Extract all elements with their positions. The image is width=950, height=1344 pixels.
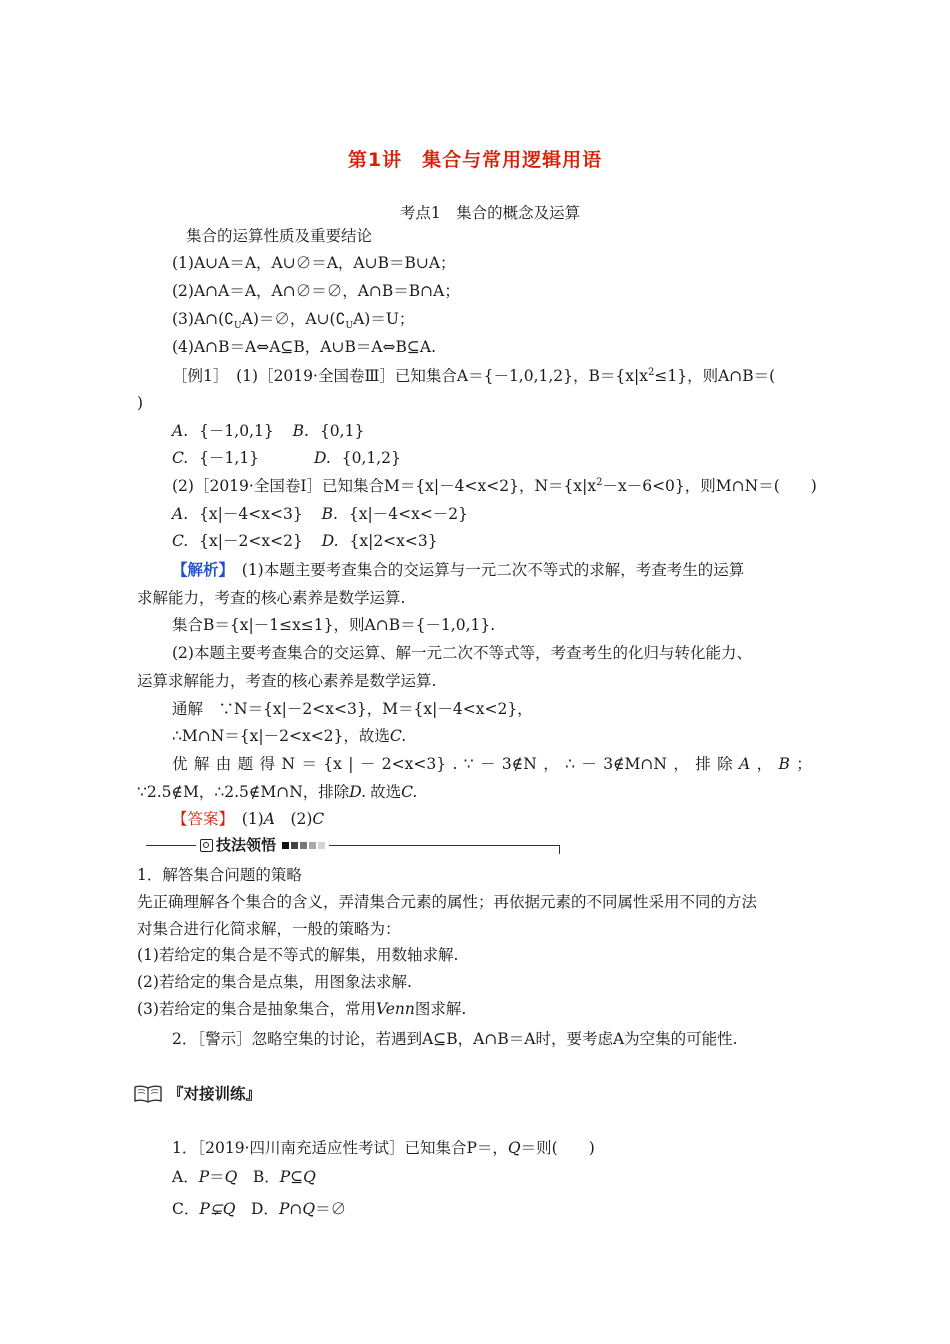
text-line: (2)若给定的集合是点集，用图象法求解.: [137, 973, 412, 991]
text-line: (1)A∪A＝A，A∪∅＝A，A∪B＝B∪A；: [172, 254, 456, 272]
text-line: ∴M∩N＝{x|－2<x<2}，故选C.: [172, 727, 407, 745]
justified-line: 优 解 由 题 得 N ＝ {x | － 2<x<3} . ∵ － 3∉N ， ∴ － 3∉M∩N ， 排 除 A ， B ；: [172, 755, 812, 773]
text-line: (3)若给定的集合是抽象集合，常用Venn图求解.: [137, 1000, 467, 1018]
exercise-question: 1．［2019·四川南充适应性考试］已知集合P＝，Q＝则( ): [172, 1139, 595, 1157]
example-1-question-2: (2)［2019·全国卷Ⅰ］已知集合M＝{x|－4<x<2}，$N=\{x|x^2-x-6<0\}$，则M∩N＝( ): [172, 476, 817, 495]
analysis-line: 【解析】 (1)本题主要考查集合的交运算与一元二次不等式的求解，考查考生的运算: [172, 561, 745, 579]
choice-row: C. {x|－2<x<2} D. {x|2<x<3}: [172, 532, 438, 550]
text-line: 对集合进行化简求解，一般的策略为：: [137, 920, 401, 938]
open-book-icon: [133, 1083, 163, 1105]
text-line: 2．［警示］忽略空集的讨论，若遇到A⊆B，A∩B＝A时，要考虑A为空集的可能性.: [172, 1030, 738, 1048]
skill-section-header: [146, 834, 560, 856]
page-title: 第1讲 集合与常用逻辑用语: [347, 149, 603, 171]
training-heading: 『对接训练』: [168, 1085, 262, 1103]
text-line: (2)本题主要考查集合的交运算、解一元二次不等式等，考查考生的化归与转化能力、: [172, 644, 752, 662]
text-line: (2)A∩A＝A，A∩∅＝∅，A∩B＝B∩A；: [172, 282, 460, 300]
gradient-squares-icon: [282, 842, 325, 849]
text-line: 1．解答集合问题的策略: [137, 866, 302, 884]
header-rule-end: [551, 845, 560, 854]
section-heading: 考点1 集合的概念及运算: [399, 204, 581, 222]
text-line: (1)若给定的集合是不等式的解集，用数轴求解.: [137, 946, 459, 964]
choice-row: A. {x|－4<x<3} B. {x|－4<x<－2}: [172, 505, 469, 523]
example-1-question: ［例1］ (1)［2019·全国卷Ⅲ］已知集合A＝{－1,0,1,2}，$B=\{x|x^2\le 1\}$，则A∩B＝(: [172, 366, 776, 385]
camera-icon: [200, 839, 213, 852]
text-line: (4)A∩B＝A⇔A⊆B，A∪B＝A⇔B⊆A.: [172, 338, 437, 356]
text-line: 运算求解能力，考查的核心素养是数学运算.: [137, 672, 437, 690]
analysis-tag: 【解析】: [172, 561, 227, 579]
choice-row: C．P⊊Q D．P∩Q＝∅: [172, 1200, 347, 1218]
text-line: 求解能力，考查的核心素养是数学运算.: [137, 589, 406, 607]
text-line: 集合的运算性质及重要结论: [186, 227, 373, 245]
text-line: 先正确理解各个集合的含义，弄清集合元素的属性；再依据元素的不同属性采用不同的方法: [137, 893, 758, 911]
skill-label: 技法领悟: [216, 836, 277, 854]
choice-row: A. {－1,0,1} B. {0,1}: [172, 422, 365, 440]
text-line: 通解 ∵N＝{x|－2<x<3}，M＝{x|－4<x<2}，: [172, 700, 533, 718]
text-line: 集合B＝{x|－1≤x≤1}，则A∩B＝{－1,0,1}.: [172, 616, 496, 634]
choice-row: C. {－1,1} D. {0,1,2}: [172, 449, 401, 467]
text-line: ): [137, 394, 144, 412]
answer-line: 【答案】 (1)A (2)C: [172, 810, 325, 828]
text-line: ∵2.5∉M，∴2.5∉M∩N，排除D. 故选C.: [137, 783, 418, 801]
text-line: $(3)A\cap(∁_UA)=\emptyset$，$A\cup(∁_UA)=U$；: [172, 310, 415, 332]
choice-row: A．P＝Q B．P⊆Q: [172, 1168, 316, 1186]
answer-tag: 【答案】: [172, 810, 227, 828]
